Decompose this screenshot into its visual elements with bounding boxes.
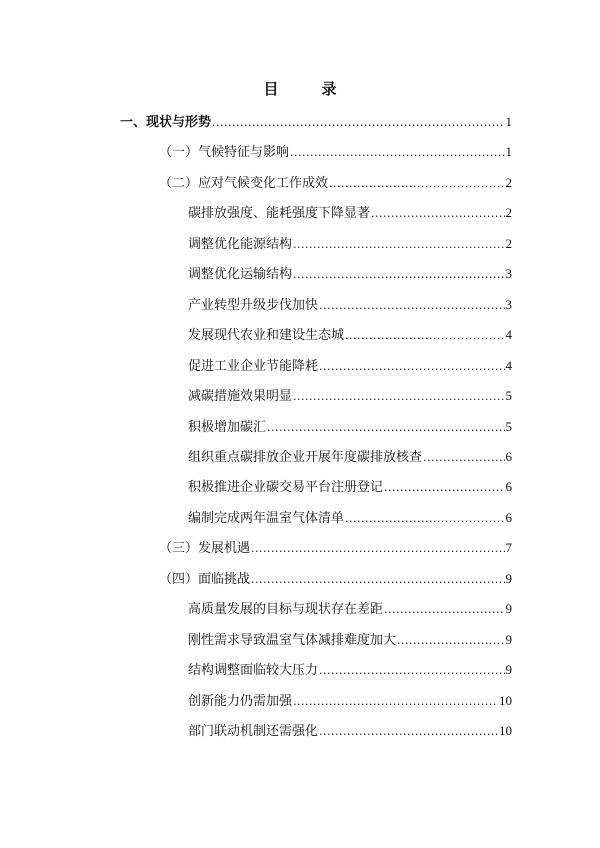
page-title: 目 录 (263, 80, 351, 98)
toc-dot-leader (251, 569, 504, 591)
toc-entry[interactable] (159, 568, 512, 590)
toc-entry-page-number: 4 (505, 357, 512, 373)
toc-entry-label: 产业转型升级步伐加快 (188, 297, 319, 313)
toc-entry-label: 结构调整面临较大压力 (188, 663, 319, 679)
toc-entry[interactable] (188, 416, 512, 438)
toc-entry-page-number: 6 (505, 479, 512, 495)
toc-entry-label: 一、现状与形势 (120, 115, 212, 130)
toc-entry-label: 高质量发展的目标与现状存在差距 (188, 602, 384, 618)
toc-entry[interactable] (188, 324, 512, 346)
toc-entry-label: 碳排放强度、能耗强度下降显著 (188, 206, 371, 222)
toc-dot-leader (212, 112, 504, 134)
toc-entry[interactable] (188, 690, 512, 712)
toc-entry[interactable] (188, 659, 512, 681)
toc-dot-leader (329, 173, 504, 195)
toc-entry-page-number: 10 (499, 692, 512, 708)
toc-entry[interactable] (188, 476, 512, 498)
toc-dot-leader (293, 691, 498, 713)
toc-entry[interactable] (188, 294, 512, 316)
toc-entry[interactable] (159, 141, 512, 163)
toc-entry-label: （四）面临挑战 (159, 571, 251, 587)
toc-dot-leader (319, 295, 504, 317)
toc-entry-label: 创新能力仍需加强 (188, 693, 293, 709)
toc-dot-leader (345, 325, 504, 347)
toc-entry-label: （三）发展机遇 (159, 541, 251, 557)
toc-dot-leader (345, 508, 504, 530)
toc-entry-label: 刚性需求导致温室气体减排难度加大 (188, 632, 397, 648)
toc-entry-page-number: 4 (505, 327, 512, 343)
toc-entry-label: 减碳措施效果明显 (188, 389, 293, 405)
toc-dot-leader (290, 142, 504, 164)
toc-dot-leader (267, 417, 504, 439)
toc-entry[interactable] (159, 537, 512, 559)
toc-dot-leader (371, 203, 504, 225)
toc-dot-leader (293, 386, 504, 408)
toc-dot-leader (293, 264, 504, 286)
toc-entry-page-number: 6 (505, 448, 512, 464)
toc-entry-page-number: 5 (505, 418, 512, 434)
toc-dot-leader (319, 721, 498, 743)
toc-entry-page-number: 9 (505, 662, 512, 678)
toc-entry[interactable] (188, 507, 512, 529)
toc-entry-label: 调整优化运输结构 (188, 267, 293, 283)
toc-entry-page-number: 9 (505, 570, 512, 586)
toc-entry-label: （二）应对气候变化工作成效 (159, 175, 329, 191)
toc-entry[interactable] (188, 263, 512, 285)
toc-dot-leader (293, 234, 504, 256)
toc-entry[interactable] (120, 111, 512, 133)
toc-entry[interactable] (188, 202, 512, 224)
toc-entry[interactable] (188, 720, 512, 742)
toc-entry[interactable] (188, 629, 512, 651)
toc-entry-page-number: 9 (505, 631, 512, 647)
toc-entry-page-number: 2 (505, 235, 512, 251)
toc-entry[interactable] (188, 355, 512, 377)
toc-entry-label: 调整优化能源结构 (188, 236, 293, 252)
toc-entry-page-number: 10 (499, 723, 512, 738)
toc-entry-label: （一）气候特征与影响 (159, 145, 290, 161)
toc-entry[interactable] (188, 233, 512, 255)
toc-entry-label: 积极推进企业碳交易平台注册登记 (188, 480, 384, 496)
toc-dot-leader (384, 599, 504, 621)
toc-entry-label: 积极增加碳汇 (188, 419, 267, 435)
toc-entry-page-number: 6 (505, 509, 512, 525)
toc-dot-leader (397, 630, 504, 652)
toc-entry-page-number: 1 (505, 144, 512, 160)
toc-entry[interactable] (159, 172, 512, 194)
toc-entry-label: 发展现代农业和建设生态城 (188, 328, 345, 344)
toc-entry-page-number: 2 (505, 205, 512, 221)
toc-entry-page-number: 9 (505, 601, 512, 617)
toc-entry-label: 促进工业企业节能降耗 (188, 358, 319, 374)
toc-dot-leader (319, 356, 504, 378)
toc-entry-page-number: 1 (505, 114, 512, 129)
toc-entry-page-number: 3 (505, 266, 512, 282)
toc-entry[interactable] (188, 598, 512, 620)
toc-dot-leader (319, 660, 504, 682)
toc-entry-page-number: 2 (505, 174, 512, 190)
toc-entry[interactable] (188, 385, 512, 407)
toc-dot-leader (384, 477, 504, 499)
toc-entry-page-number: 3 (505, 296, 512, 312)
toc-entry-page-number: 5 (505, 388, 512, 404)
toc-entry-label: 编制完成两年温室气体清单 (188, 510, 345, 526)
toc-dot-leader (423, 447, 504, 469)
toc-dot-leader (251, 538, 504, 560)
toc-entry[interactable] (188, 446, 512, 468)
toc-entry-page-number: 7 (505, 540, 512, 556)
toc-entry-label: 部门联动机制还需强化 (188, 724, 319, 739)
toc-entry-label: 组织重点碳排放企业开展年度碳排放核查 (188, 449, 423, 465)
